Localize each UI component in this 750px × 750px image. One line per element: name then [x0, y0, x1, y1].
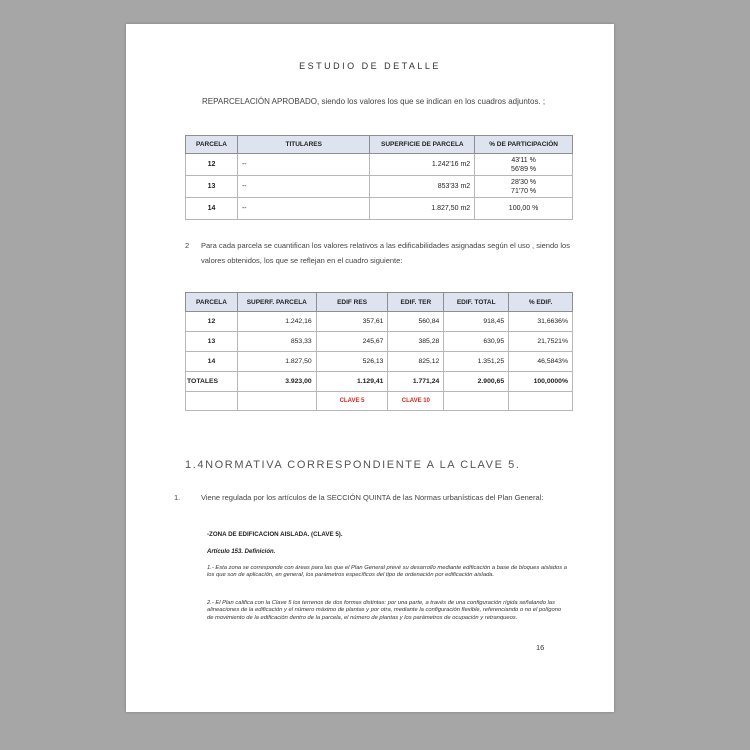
table-header-row — [186, 293, 573, 312]
cell — [444, 392, 509, 411]
cell: 100,0000% — [509, 372, 573, 392]
cell: 46,5843% — [509, 352, 573, 372]
cell: 385,28 — [388, 332, 444, 352]
column-header: SUPERF. PARCELA — [237, 293, 316, 312]
paragraph-2 — [185, 238, 575, 268]
column-header: TITULARES — [237, 136, 370, 154]
column-header: % DE PARTICIPACIÓN — [475, 136, 573, 154]
cell: 1.129,41 — [316, 372, 388, 392]
column-header: EDIF RES — [316, 293, 388, 312]
cell: 2.900,65 — [444, 372, 509, 392]
document-page — [126, 24, 614, 712]
paragraph-3 — [174, 490, 570, 505]
paragraph-number: 1. — [174, 493, 181, 502]
cell: 31,6636% — [509, 312, 573, 332]
cell: 526,13 — [316, 352, 388, 372]
cell: CLAVE 10 — [388, 392, 444, 411]
cell-superficie: 1.242'16 m2 — [370, 154, 475, 176]
cell-superficie: 853'33 m2 — [370, 176, 475, 198]
column-header: EDIF. TER — [388, 293, 444, 312]
cell-participacion — [475, 176, 573, 198]
cell: 1.351,25 — [444, 352, 509, 372]
intro-paragraph: REPARCELACIÓN APROBADO, siendo los valores los que se indican en los cuadros adjuntos. ; — [202, 97, 546, 106]
column-header: PARCELA — [186, 293, 238, 312]
page-number: 16 — [536, 643, 545, 652]
column-header: SUPERFICIE DE PARCELA — [370, 136, 475, 154]
column-header: EDIF. TOTAL — [444, 293, 509, 312]
article-title: Artículo 153. Definición. — [207, 549, 276, 555]
cell: CLAVE 5 — [316, 392, 388, 411]
participation-table — [185, 135, 573, 220]
cell-participacion: 100,00 % — [475, 198, 573, 220]
cell: 560,84 — [388, 312, 444, 332]
totals-row — [186, 372, 573, 392]
cell — [509, 392, 573, 411]
table-row — [186, 198, 573, 220]
cell-titulares: -- — [237, 176, 370, 198]
table-row — [186, 352, 573, 372]
cell-parcela: 14 — [186, 198, 238, 220]
cell-parcela: 12 — [186, 154, 238, 176]
cell-superficie: 1.827,50 m2 — [370, 198, 475, 220]
table-row — [186, 176, 573, 198]
section-heading: 1.4NORMATIVA CORRESPONDIENTE A LA CLAVE 5. — [185, 459, 521, 471]
pct-value: 43'11 % — [511, 156, 536, 164]
cell: 12 — [186, 312, 238, 332]
paragraph-number: 2 — [185, 241, 190, 250]
cell-titulares: -- — [237, 198, 370, 220]
quote-paragraph: 1.- Esta zona se corresponde con áreas para las que el Plan General prevé su desarrollo mediante edificación a base de bloques aislados a los que son de aplicación, en general, los parámetros específicos del tipo de ordenación por edificación aislada. — [207, 565, 567, 579]
cell-parcela: 13 — [186, 176, 238, 198]
cell: 3.923,00 — [237, 372, 316, 392]
column-header: PARCELA — [186, 136, 238, 154]
key-row — [186, 392, 573, 411]
cell: 630,95 — [444, 332, 509, 352]
cell: 918,45 — [444, 312, 509, 332]
column-header: % EDIF. — [509, 293, 573, 312]
cell — [186, 392, 238, 411]
cell: 1.771,24 — [388, 372, 444, 392]
cell: 825,12 — [388, 352, 444, 372]
page-header: ESTUDIO DE DETALLE — [299, 61, 441, 71]
table-row — [186, 332, 573, 352]
pct-value: 28'30 % — [511, 178, 537, 186]
cell: 21,7521% — [509, 332, 573, 352]
table-row — [186, 154, 573, 176]
paragraph-text: Para cada parcela se cuantifican los valores relativos a las edificabilidades asignadas según el uso , siendo los valores obtenidos, los que se reflejan en el cuadro siguiente: — [201, 241, 570, 265]
zone-title: -ZONA DE EDIFICACION AISLADA. (CLAVE 5). — [207, 531, 343, 538]
paragraph-text: Viene regulada por los artículos de la SECCIÓN QUINTA de las Normas urbanísticas del Plan General: — [201, 493, 544, 502]
cell: 1.242,16 — [237, 312, 316, 332]
cell: 853,33 — [237, 332, 316, 352]
quote-paragraph: 2.- El Plan califica con la Clave 5 los terrenos de dos formas distintas: por una parte, a través de una configuración rígida señalando las alineaciones de la edificación y el número máximo de plantas y por otra, mediante la configuración flexible, referenciando o no el polígono de movimiento de la edificación dentro de la parcela, el número de plantas y los parámetros de ocupación y retranqueos. — [207, 600, 562, 621]
cell: 1.827,50 — [237, 352, 316, 372]
cell: 357,61 — [316, 312, 388, 332]
pct-value: 56'89 % — [511, 165, 537, 173]
buildability-table — [185, 292, 573, 411]
cell: 245,67 — [316, 332, 388, 352]
cell: 14 — [186, 352, 238, 372]
cell-participacion — [475, 154, 573, 176]
cell — [237, 392, 316, 411]
table-header-row — [186, 136, 573, 154]
table-row — [186, 312, 573, 332]
cell: TOTALES — [186, 372, 238, 392]
cell-titulares: -- — [237, 154, 370, 176]
pct-value: 71'70 % — [511, 187, 537, 195]
cell: 13 — [186, 332, 238, 352]
